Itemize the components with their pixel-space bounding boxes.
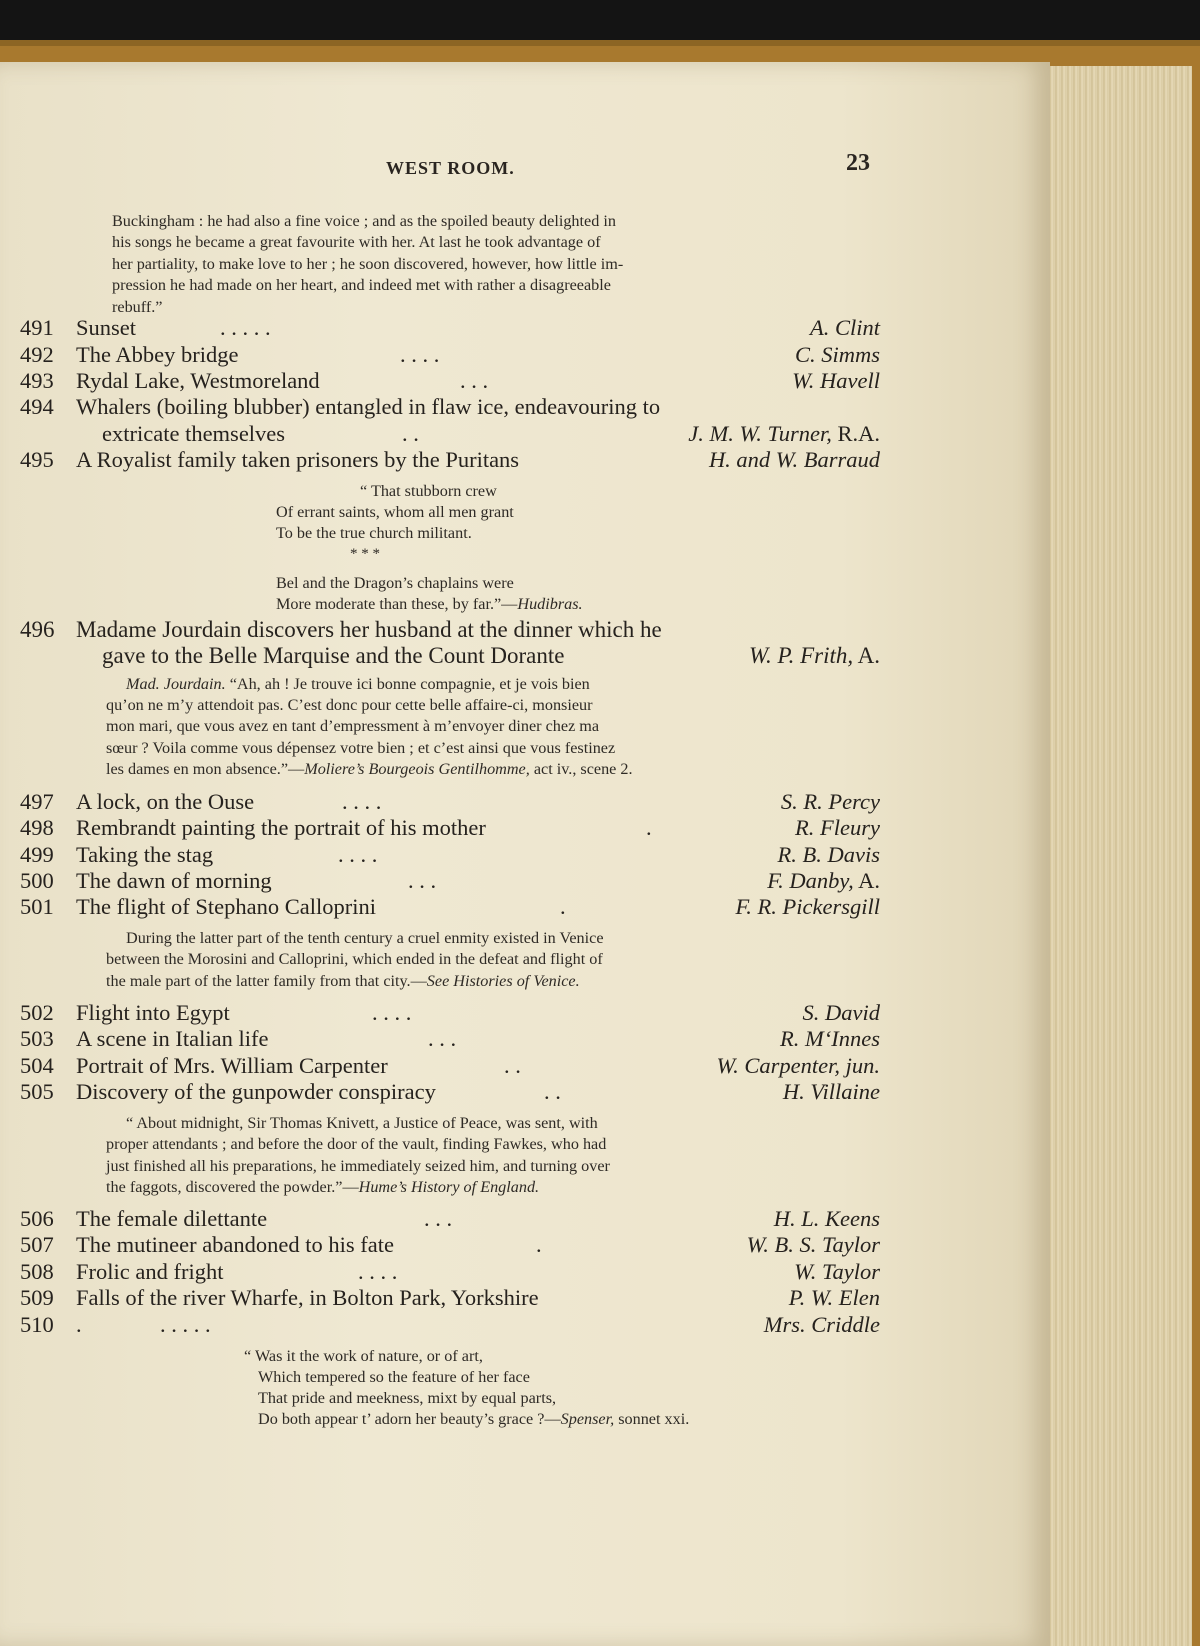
entry-artist: S. David <box>802 1000 880 1025</box>
leader-dots: . . . <box>424 1206 453 1231</box>
entry-number: 505 <box>20 1079 54 1104</box>
entry-title: Falls of the river Wharfe, in Bolton Park, Yorkshire <box>76 1285 539 1310</box>
leader-dots: . . . . <box>400 342 440 367</box>
entry-artist: W. Havell <box>792 368 880 393</box>
leader-dots: . . <box>402 421 419 446</box>
entry-artist: A. Clint <box>809 315 880 340</box>
entry-number: 493 <box>20 368 54 393</box>
catalogue-entry <box>20 1205 880 1232</box>
entry-title: Discovery of the gunpowder conspiracy <box>76 1079 436 1104</box>
entry-artist: W. B. S. Taylor <box>746 1232 880 1257</box>
catalogue-entry <box>20 1025 880 1052</box>
entry-number: 503 <box>20 1026 54 1051</box>
catalogue-entry <box>20 1052 880 1079</box>
entry-title: Whalers (boiling blubber) entangled in flaw ice, endeavouring to <box>76 394 661 419</box>
catalogue-entry <box>20 393 880 420</box>
entry-artist: H. and W. Barraud <box>708 447 880 472</box>
entry-title: Madame Jourdain discovers her husband at the dinner which he <box>76 617 662 642</box>
entry-title: A scene in Italian life <box>76 1026 269 1051</box>
catalogue-entry-continuation <box>20 642 880 669</box>
entry-artist: R. Fleury <box>795 815 880 840</box>
catalogue-entry <box>20 841 880 868</box>
page-number: 23 <box>846 150 870 176</box>
catalogue-entry <box>20 1078 880 1105</box>
catalogue-entry <box>20 814 880 841</box>
leader-dots: . . . . <box>358 1259 398 1284</box>
entry-title: gave to the Belle Marquise and the Count Dorante <box>102 643 565 668</box>
entry-number: 494 <box>20 394 54 419</box>
entry-number: 510 <box>20 1312 54 1337</box>
entry-artist: W. Taylor <box>794 1259 880 1284</box>
running-header: WEST ROOM. <box>386 158 515 178</box>
hume-quotation: “ About midnight, Sir Thomas Knivett, a Justice of Peace, was sent, with proper attendants ; and before the door of the vault, finding Fawkes, who had just finished all his preparations, he immediately seized him, and turning over the faggots, discovered the powder.”—Hume’s History of England. <box>106 1114 610 1197</box>
leader-dots: . . . . <box>342 789 382 814</box>
catalogue-entry <box>20 314 880 341</box>
entry-artist: P. W. Elen <box>788 1285 880 1310</box>
entry-title: The female dilettante <box>76 1206 268 1231</box>
entry-number: 498 <box>20 815 54 840</box>
entry-artist: W. Carpenter, jun. <box>716 1053 880 1078</box>
continued-note: Buckingham : he had also a fine voice ; and as the spoiled beauty delighted in his songs he became a great favourite with her. At last he took advantage of her partiality, to make love to her ; he soon discovered, however, how little im- pression he had made on her heart, and indeed met with rather a disagreeable rebuff.” <box>112 212 624 316</box>
entry-title: Flight into Egypt <box>76 1000 230 1025</box>
entry-artist: R. M‘Innes <box>780 1026 880 1051</box>
catalogue-entry <box>20 788 880 815</box>
entry-number: 502 <box>20 1000 54 1025</box>
entry-title: A lock, on the Ouse <box>76 789 255 814</box>
leader-dots: . <box>646 815 652 840</box>
entry-number: 508 <box>20 1259 54 1284</box>
entry-artist: R. B. Davis <box>777 842 880 867</box>
entry-title: Rembrandt painting the portrait of his mother <box>76 815 486 840</box>
entry-artist: Mrs. Criddle <box>763 1312 880 1337</box>
entry-number: 495 <box>20 447 54 472</box>
entry-number: 504 <box>20 1053 54 1078</box>
leader-dots: . . . . . <box>220 315 271 340</box>
entry-artist: H. L. Keens <box>773 1206 880 1231</box>
entry-title: The Abbey bridge <box>76 342 239 367</box>
catalogue-entry <box>20 367 880 394</box>
catalogue-entry <box>20 341 880 368</box>
entry-artist: W. P. Frith, A. <box>748 643 880 668</box>
leader-dots: . <box>536 1232 542 1257</box>
entry-title: The flight of Stephano Calloprini <box>76 894 376 919</box>
entry-number: 497 <box>20 789 54 814</box>
catalogue-entry <box>20 999 880 1026</box>
catalogue-entry <box>20 867 880 894</box>
entry-number: 507 <box>20 1232 54 1257</box>
leader-dots: . . . . <box>338 842 378 867</box>
spenser-quotation: “ Was it the work of nature, or of art, Which tempered so the feature of her face That pride and meekness, mixt by equal parts, Do both appear t’ adorn her beauty’s grace ?—Spenser, sonnet xxi. <box>244 1347 690 1428</box>
leader-dots: . . . <box>460 368 489 393</box>
leader-dots: . . . <box>408 868 437 893</box>
entry-artist: J. M. W. Turner, R.A. <box>688 421 880 446</box>
entry-number: 499 <box>20 842 54 867</box>
catalogue-entry <box>20 893 880 920</box>
leader-dots: . . <box>544 1079 561 1104</box>
entry-title: The mutineer abandoned to his fate <box>76 1232 395 1257</box>
catalogue-entry <box>20 1284 880 1311</box>
venice-note: During the latter part of the tenth century a cruel enmity existed in Venice between the Morosini and Calloprini, which ended in the defeat and flight of the male part of the latter family from that city.—See Histories of Venice. <box>106 929 604 990</box>
entry-title: Taking the stag <box>76 842 214 867</box>
entry-number: 496 <box>20 617 55 642</box>
leader-dots: . . . . <box>372 1000 412 1025</box>
catalogue-entry <box>20 616 880 643</box>
entry-number: 509 <box>20 1285 54 1310</box>
entry-artist: S. R. Percy <box>780 789 880 814</box>
catalogue-entry-continuation <box>20 420 880 447</box>
entry-number: 506 <box>20 1206 54 1231</box>
entry-title: The dawn of morning <box>76 868 272 893</box>
entry-number: 491 <box>20 315 54 340</box>
leader-dots: . . . <box>428 1026 457 1051</box>
hudibras-quotation: “ That stubborn crew Of errant saints, whom all men grant To be the true church militant. * * * Bel and the Dragon’s chaplains were More moderate than these, by far.”—Hudibras. <box>276 482 583 613</box>
entry-number: 500 <box>20 868 54 893</box>
entry-title: extricate themselves <box>102 421 286 446</box>
catalogue-entry <box>20 446 880 473</box>
catalogue-entry <box>20 1231 880 1258</box>
leader-dots: . . . . . <box>160 1312 211 1337</box>
entry-artist: F. Danby, A. <box>767 868 880 893</box>
entry-title: Rydal Lake, Westmoreland <box>76 368 320 393</box>
entry-title: . <box>76 1312 82 1337</box>
entry-number: 501 <box>20 894 54 919</box>
entry-title: Portrait of Mrs. William Carpenter <box>76 1053 388 1078</box>
catalogue-entry <box>20 1258 880 1285</box>
leader-dots: . <box>560 894 566 919</box>
leader-dots: . . <box>504 1053 521 1078</box>
moliere-quotation: Mad. Jourdain. “Ah, ah ! Je trouve ici bonne compagnie, et je vois bien qu’on ne m’y attendoit pas. C’est donc pour cette belle affaire-ci, monsieur mon mari, que vous avez en tant d’empressment à m’envoyer diner chez ma sœur ? Voila comme vous dépensez votre bien ; et c’est ainsi que vous festinez les dames en mon absence.”—Moliere’s Bourgeois Gentilhomme, act iv., scene 2. <box>106 675 633 778</box>
catalogue-entry <box>20 1311 880 1338</box>
entry-artist: C. Simms <box>794 342 880 367</box>
entry-title: Sunset <box>76 315 137 340</box>
entry-number: 492 <box>20 342 54 367</box>
entry-title: Frolic and fright <box>76 1259 224 1284</box>
entry-title: A Royalist family taken prisoners by the Puritans <box>76 447 520 472</box>
entry-artist: H. Villaine <box>782 1079 880 1104</box>
entry-artist: F. R. Pickersgill <box>735 894 880 919</box>
